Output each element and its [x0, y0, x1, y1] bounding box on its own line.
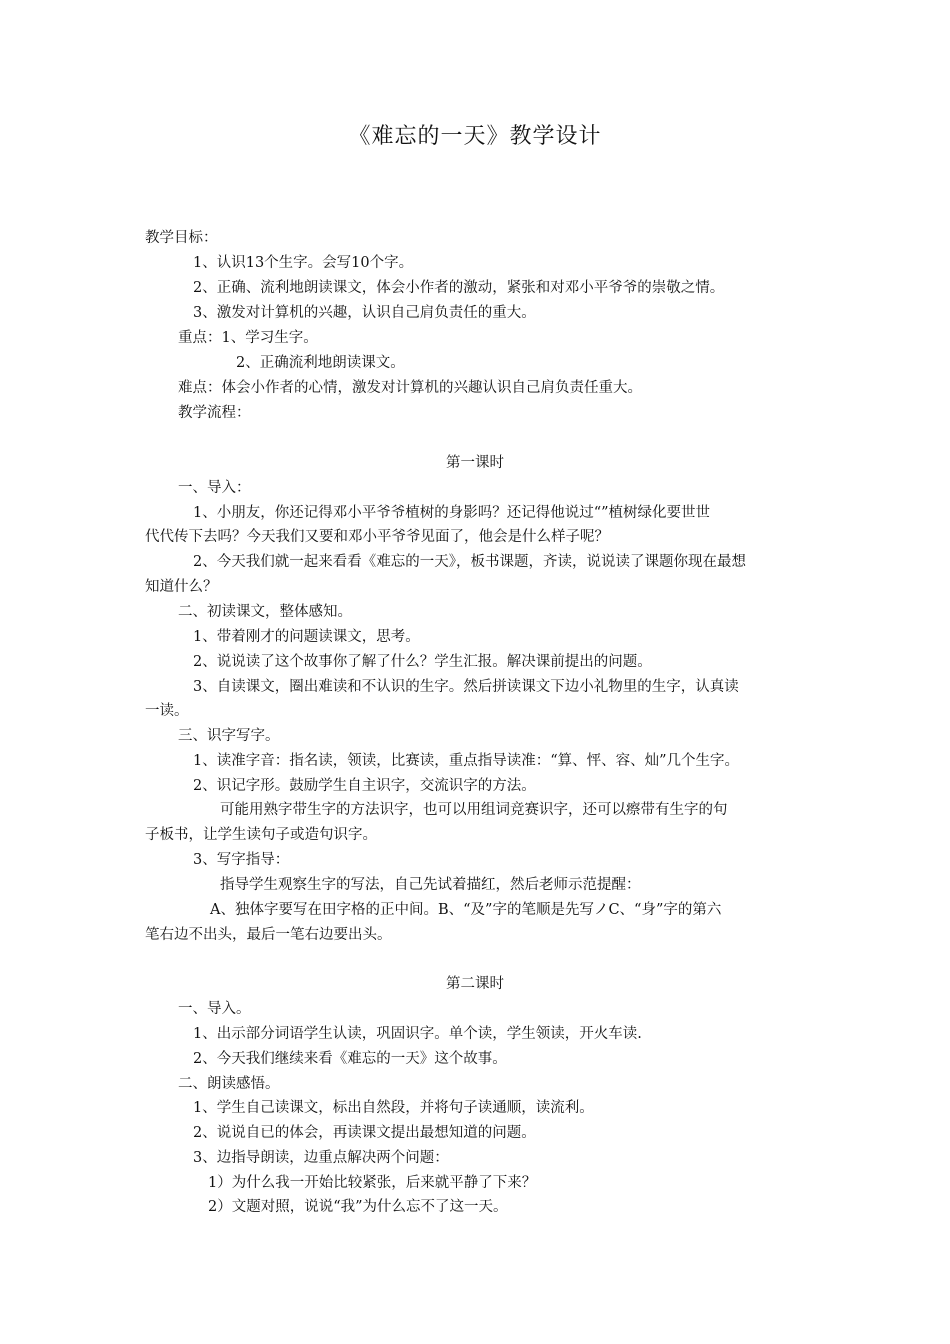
- lesson-1-paragraph: 子板书，让学生读句子或造句识字。: [145, 827, 377, 843]
- key-points-line-2: 2、正确流利地朗读课文。: [236, 355, 405, 371]
- difficulty-line: 难点：体会小作者的心情，激发对计算机的兴趣认识自己肩负责任重大。: [178, 380, 642, 396]
- lesson-1-paragraph: 1、带着刚才的问题读课文，思考。: [193, 629, 420, 645]
- lesson-1-heading: 第一课时: [446, 455, 504, 471]
- lesson-1-paragraph: A、独体字要写在田字格的正中间。B、“及”字的笔顺是先写ノC、“身”字的第六: [210, 902, 722, 918]
- lesson-2-section-2-title: 二、朗读感悟。: [178, 1076, 280, 1092]
- lesson-1-paragraph: 笔右边不出头，最后一笔右边要出头。: [145, 927, 392, 943]
- lesson-2-paragraph: 2、说说自已的体会，再读课文提出最想知道的问题。: [193, 1125, 536, 1141]
- lesson-1-section-2-title: 二、初读课文，整体感知。: [178, 604, 352, 620]
- lesson-1-paragraph: 可能用熟字带生字的方法识字，也可以用组词竞赛识字，还可以瘵带有生字的句: [220, 802, 728, 818]
- goal-item-3: 3、激发对计算机的兴趣，认识自己肩负责任的重大。: [193, 305, 536, 321]
- lesson-1-section-3-title: 三、识字写字。: [178, 728, 280, 744]
- lesson-1-paragraph: 2、今天我们就一起来看看《难忘的一天》，板书课题，齐读，说说读了课题你现在最想: [193, 554, 746, 570]
- lesson-2-paragraph: 2、今天我们继续来看《难忘的一天》这个故事。: [193, 1051, 507, 1067]
- key-points-line-1: 重点：1、学习生字。: [178, 330, 318, 346]
- lesson-2-question-1: 1）为什么我一开始比较紧张，后来就平静了下来？: [208, 1175, 537, 1191]
- lesson-1-section-1-title: 一、导入：: [178, 480, 251, 496]
- lesson-1-paragraph: 1、读准字音：指名读，领读，比赛读，重点指导读准：“算、怦、容、灿”几个生字。: [193, 753, 740, 769]
- lesson-1-paragraph: 1、小朋友，你还记得邓小平爷爷植树的身影吗？还记得他说过“”植树绿化要世世: [193, 505, 711, 521]
- lesson-2-paragraph: 3、边指导朗读，边重点解决两个问题：: [193, 1150, 449, 1166]
- lesson-1-paragraph: 知道什么？: [145, 579, 218, 595]
- document-title: 《难忘的一天》教学设计: [348, 124, 602, 149]
- lesson-2-paragraph: 1、学生自己读课文，标出自然段，并将句子读通顺，读流利。: [193, 1100, 594, 1116]
- lesson-2-section-1-title: 一、导入。: [178, 1001, 251, 1017]
- process-heading: 教学流程：: [178, 405, 251, 421]
- lesson-2-paragraph: 1、出示部分词语学生认读，巩固识字。单个读，学生领读，开火车读.: [193, 1026, 642, 1042]
- lesson-1-paragraph: 2、识记字形。鼓励学生自主识字，交流识字的方法。: [193, 778, 536, 794]
- lesson-2-question-2: 2）文题对照，说说“我”为什么忘不了这一天。: [208, 1199, 508, 1215]
- goal-item-1: 1、认识13个生字。会写10个字。: [193, 255, 414, 271]
- goals-heading: 教学目标：: [145, 230, 218, 246]
- lesson-1-paragraph: 代代传下去吗？今天我们又要和邓小平爷爷见面了，他会是什么样子呢？: [145, 529, 609, 545]
- goal-item-2: 2、正确、流利地朗读课文，体会小作者的激动，紧张和对邓小平爷爷的崇敬之情。: [193, 280, 725, 296]
- lesson-1-paragraph: 2、说说读了这个故事你了解了什么？学生汇报。解决课前提出的问题。: [193, 654, 652, 670]
- lesson-1-paragraph: 指导学生观察生字的写法，自己先试着描红，然后老师示范提醒：: [220, 877, 641, 893]
- lesson-1-paragraph: 一读。: [145, 703, 189, 719]
- lesson-2-heading: 第二课时: [446, 976, 504, 992]
- lesson-1-paragraph: 3、写字指导：: [193, 852, 290, 868]
- lesson-1-paragraph: 3、自读课文，圈出难读和不认识的生字。然后拼读课文下边小礼物里的生字，认真读: [193, 679, 739, 695]
